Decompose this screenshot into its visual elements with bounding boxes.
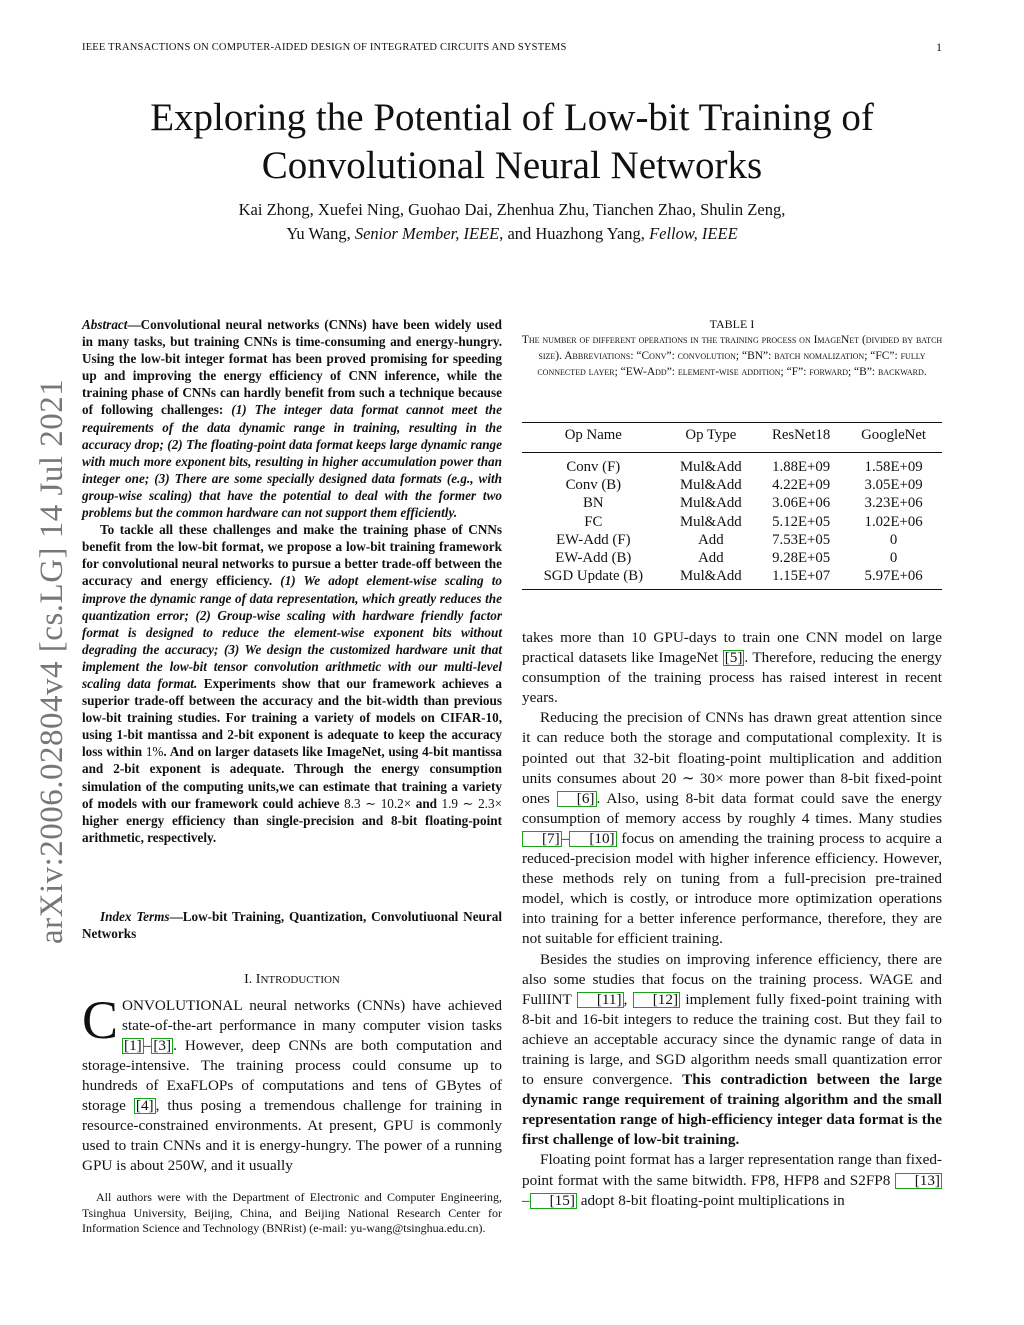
authors-line-2 [0,222,1024,246]
body-math: 20 ∼ 30× [661,769,724,787]
body-text: Besides the studies on improving inference efficiency, there are also some studies that focus on the training process. WAGE and FullINT [522,950,942,1008]
abstract-text: Experiments show that our framework achieves a superior trade-off between the accuracy and the bit-width than previous low-bit training studies. For training a variety of models on CIFAR-10, using 1-bit mantissa and 2-bit exponent is adequate to keep the accuracy loss within [82,675,502,760]
body-paragraph [522,628,942,708]
table-cell: 0 [889,550,898,567]
table-cell: 1.88E+09 [772,459,831,475]
table-header-row [522,423,942,453]
citation-link[interactable]: [12] [633,992,680,1008]
table-cell: EW-Add (B) [555,550,632,567]
introduction-text [82,990,502,1176]
citation-link[interactable]: [5] [724,649,743,667]
author-role: Fellow, IEEE [649,224,738,243]
table-header-cell: Op Name [522,423,665,453]
intro-text: , thus posing a tremendous challenge for training in resource-constrained environments. At present, GPU is commonly used to train CNNs and it is energy-hungry. The power of a running GPU is about 250W, and it usually [82,1097,502,1174]
section-title-first: I [255,972,261,987]
abstract-label: Abstract [82,317,128,332]
table-row [522,531,942,549]
arxiv-stamp: arXiv:2006.02804v4 [cs.LG] 14 Jul 2021 [34,378,70,944]
body-text: Reducing the precision of CNNs has drawn great attention since it can reduce both the storage and computational complexity. It is pointed out that 32-bit floating-point multiplication and addition units consumes about [522,709,942,787]
table-cell: 7.53E+05 [772,531,831,548]
page-number: 1 [936,40,942,54]
table-row [522,453,942,477]
table-cell: Add [698,531,724,548]
body-text: . Therefore, reducing the energy consumption of the training process has raised interest in recent years. [522,649,942,707]
right-column-body [522,628,942,1211]
table-cell: 0 [889,531,898,548]
table-cell: 9.28E+05 [772,550,831,567]
abstract-text: and [411,795,442,811]
index-terms [82,908,502,942]
author-role: Senior Member, IEEE, [354,224,504,243]
abstract-text: . And on larger datasets like ImageNet, using 4-bit mantissa and 2-bit exponent is adequate. Through the energy consumption simulation of the computing units,we can estimate that training a variety of models with our framework could achieve [82,744,502,811]
body-paragraph [522,708,942,949]
table-cell: Conv (B) [565,477,622,494]
table-header-cell: Op Type [665,423,757,453]
table-cell: 5.97E+06 [845,567,942,590]
abstract-paragraph-2 [82,521,502,846]
citation-link[interactable]: [3] [153,1037,172,1054]
table-row [522,549,942,567]
intro-text: ONVOLUTIONAL neural networks (CNNs) have achieved state-of-the-art performance in many computer vision tasks [122,997,502,1034]
table-cell: Conv (F) [566,459,621,475]
abstract-paragraph-1 [82,316,502,521]
table-row [522,513,942,531]
intro-text: – [143,1037,152,1054]
body-text-bold: This contradiction between the large dynamic range requirement of training algorithm and the small representation range of high-efficiency integer data format is the first challenge of low-bit training. [522,1071,942,1149]
table-caption [520,316,944,380]
abstract-text: To tackle all these challenges and make the training phase of CNNs benefit from the low-bit format, we propose a low-bit training framework for convolutional neural networks to pursue a better trade-off between the accuracy and energy efficiency. [82,522,502,589]
table-cell: Mul&Add [665,567,757,590]
index-terms-text: —Low-bit Training, Quantization, Convolutiuonal Neural Networks [82,909,502,941]
citation-link[interactable]: [13] [895,1173,942,1189]
abstract-text: —Convolutional neural networks (CNNs) have been widely used in many tasks, but training CNNs is time-consuming and energy-hungry. Using the low-bit integer format has been proved promising for speeding up and improving the energy efficiency of CNN inference, while the training phase of CNNs can hardly benefit from such a technique because of following challenges: [82,317,502,418]
body-text: adopt 8-bit floating-point multiplications in [576,1191,845,1209]
table-cell: 3.06E+06 [772,495,831,512]
table-cell: 3.23E+06 [864,495,923,512]
index-terms-label: Index Terms [100,909,170,924]
journal-header: IEEE TRANSACTIONS ON COMPUTER-AIDED DESIGN OF INTEGRATED CIRCUITS AND SYSTEMS [82,42,567,53]
body-text: – [561,829,570,847]
body-paragraph [522,1150,942,1210]
body-text: Floating point format has a larger representation range than fixed-point format with the same bitwidth. FP8, HFP8 and S2FP8 [522,1151,942,1189]
table-cell: 4.22E+09 [772,477,831,494]
abstract-text-italic: (1) The integer data format cannot meet the requirements of the data dynamic range in training, resulting in the accuracy drop; (2) The floating-point data format keeps large dynamic range with much more exponent bits, resulting in higher accumulation power than integer one; (3) There are some specially designed data formats (e.g., with group-wise scaling) that have the potential to deal with the former two problems but the common hardware can not support them efficiently. [82,402,502,521]
body-text: focus on amending the training process to acquire a reduced-precision model with higher inference efficiency. However, these methods rely on tuning from a full-precision pre-trained model, which is costly, or introduce more optimization operations into training for a better inference performance, therefore, they are not suitable for efficient training. [522,829,942,948]
citation-link[interactable]: [10] [569,831,616,847]
table-cell: BN [583,495,604,512]
paper-title [0,94,1024,190]
citation-link[interactable]: [4] [135,1097,154,1114]
body-text: , [623,990,633,1008]
table-header-cell: ResNet18 [757,423,845,453]
body-text: takes more than 10 GPU-days to train one CNN model on large practical datasets like ImageNet [522,629,942,667]
body-text: . Also, using 8-bit data format could save the energy consumption of memory access by roughly 4 times. Many studies [522,789,943,827]
authors-text: Yu Wang, [286,224,355,243]
citation-link[interactable]: [15] [530,1193,577,1209]
author-list [0,198,1024,246]
section-number: I. [244,972,256,987]
table-cell: 1.02E+06 [864,513,923,530]
table-cell: SGD Update (B) [522,567,665,590]
table-row [522,494,942,512]
table-cell: Add [698,550,724,567]
footnote: All authors were with the Department of Electronic and Computer Engineering, Tsinghua University, Beijing, China, and Beijing National Research Center for Information Science and Technology (BNRist) (e-mail: yu-wang@tsinghua.edu.cn). [82,1190,502,1235]
citation-link[interactable]: [7] [522,831,562,847]
table-cell: 5.12E+05 [772,513,831,530]
section-heading [82,972,502,988]
table-row [522,476,942,494]
table-cell: Mul&Add [680,477,742,494]
abstract-text: higher energy efficiency than single-precision and 8-bit floating-point arithmetic, respectively. [82,812,502,845]
title-line-2: Convolutional Neural Networks [261,144,763,187]
table-header-cell: GoogleNet [845,423,942,453]
abstract-text-italic: (1) We adopt element-wise scaling to improve the dynamic range of data representation, which greatly reduces the quantization error; (2) Group-wise scaling with hardware friendly factor format is designed to reduce the element-wise exponent bits without degrading the accuracy; (3) We design the customized hardware unit that implement the low-bit tensor convolution arithmetic with our multi-level scaling data format. [82,573,502,691]
operations-table [522,422,942,590]
abstract-math: 1% [145,744,164,760]
table-cell: FC [584,513,603,530]
table-cell: Mul&Add [680,513,742,530]
table-label: TABLE I [709,317,755,331]
table-cell: 1.58E+09 [864,459,923,475]
citation-link[interactable]: [6] [557,791,597,807]
body-paragraph [522,950,942,1151]
body-text: – [522,1191,530,1209]
body-text: implement fully fixed-point training with 8-bit and 16-bit integers to reduce the training cost. But they fail to achieve an acceptable accuracy since the dynamic range of data in training is large, and SGD algorithm needs small quantization error to ensure convergence. [522,990,943,1089]
table-cell: 1.15E+07 [757,567,845,590]
authors-line-1: Kai Zhong, Xuefei Ning, Guohao Dai, Zhenhua Zhu, Tianchen Zhao, Shulin Zeng, [238,200,786,219]
table-cell: 3.05E+09 [864,477,923,494]
table-cell: Mul&Add [680,459,742,475]
citation-link[interactable]: [11] [577,992,624,1008]
abstract [82,316,502,846]
table-cell: Mul&Add [680,495,742,512]
section-title-rest: NTRODUCTION [260,974,340,986]
body-text: more power than 8-bit fixed-point ones [522,769,942,807]
citation-link[interactable]: [1] [124,1037,142,1054]
abstract-math: 1.9 ∼ 2.3× [441,795,503,811]
title-line-1: Exploring the Potential of Low-bit Training of [150,96,874,139]
abstract-math: 8.3 ∼ 10.2× [344,795,412,811]
intro-text: . However, deep CNNs are both computation and storage-intensive. The training process could consume up to hundreds of ExaFLOPs of computations and tens of GBytes of storage [82,1037,502,1114]
table-cell: EW-Add (F) [556,531,631,548]
table-row [522,567,942,590]
authors-text: and Huazhong Yang, [503,224,650,243]
table-caption-text: The number of different operations in the training process on ImageNet (divided by batch size). Abbreviations: “Conv”: convolution; “BN”: batch nomalization; “FC”: fully connected layer; “EW-Add”: element-wise addition; “F”: forward; “B”: backward. [521,334,943,378]
drop-cap: C [82,990,119,1050]
